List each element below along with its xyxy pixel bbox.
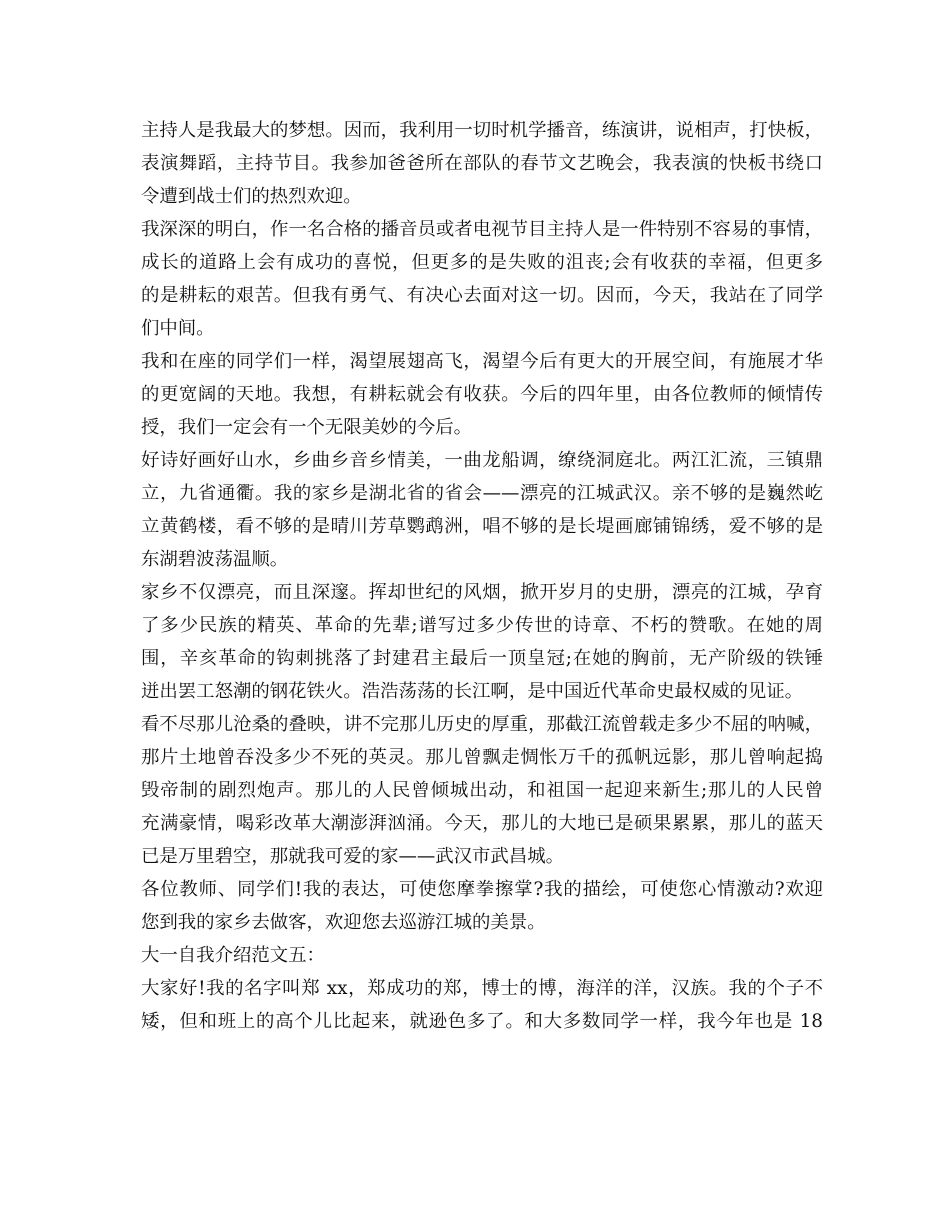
text-line: 令遭到战士们的热烈欢迎。 bbox=[141, 186, 362, 207]
text-line: 授，我们一定会有一个无限美妙的今后。 bbox=[141, 417, 473, 438]
text-line: 矮，但和班上的高个儿比起来，就逊色多了。和大多数同学一样，我今年也是 18 bbox=[141, 1011, 823, 1032]
text-line: 立，九省通衢。我的家乡是湖北省的省会——漂亮的江城武汉。亲不够的是巍然屹 bbox=[141, 483, 823, 504]
text-line: 东湖碧波荡温顺。 bbox=[141, 549, 289, 570]
text-line: 成长的道路上会有成功的喜悦，但更多的是失败的沮丧;会有收获的幸福，但更多 bbox=[141, 252, 823, 273]
text-line: 我深深的明白，作一名合格的播音员或者电视节目主持人是一件特别不容易的事情， bbox=[141, 219, 823, 240]
text-line: 们中间。 bbox=[141, 318, 215, 339]
text-line: 各位教师、同学们!我的表达，可使您摩拳擦掌?我的描绘，可使您心情激动?欢迎 bbox=[141, 879, 823, 900]
text-line: 充满豪情，喝彩改革大潮澎湃汹涌。今天，那儿的大地已是硕果累累，那儿的蓝天 bbox=[141, 813, 823, 834]
section-heading: 大一自我介绍范文五： bbox=[141, 945, 325, 966]
text-line: 主持人是我最大的梦想。因而，我利用一切时机学播音，练演讲，说相声，打快板， bbox=[141, 120, 823, 141]
text-line: 表演舞蹈，主持节目。我参加爸爸所在部队的春节文艺晚会，我表演的快板书绕口 bbox=[141, 153, 823, 174]
text-line: 您到我的家乡去做客，欢迎您去巡游江城的美景。 bbox=[141, 912, 546, 933]
text-line: 围，辛亥革命的钩刺挑落了封建君主最后一顶皇冠;在她的胸前，无产阶级的铁锤 bbox=[141, 648, 823, 669]
text-line: 立黄鹤楼，看不够的是晴川芳草鹦鹉洲，唱不够的是长堤画廊铺锦绣，爱不够的是 bbox=[141, 516, 823, 537]
text-line: 毁帝制的剧烈炮声。那儿的人民曾倾城出动，和祖国一起迎来新生;那儿的人民曾 bbox=[141, 780, 823, 801]
text-line: 已是万里碧空，那就我可爱的家——武汉市武昌城。 bbox=[141, 846, 564, 867]
text-line: 看不尽那儿沧桑的叠映，讲不完那儿历史的厚重，那截江流曾载走多少不屈的呐喊， bbox=[141, 714, 823, 735]
text-line: 那片土地曾吞没多少不死的英灵。那儿曾飘走惆怅万千的孤帆远影，那儿曾响起捣 bbox=[141, 747, 823, 768]
text-line: 好诗好画好山水，乡曲乡音乡情美，一曲龙船调，缭绕洞庭北。两江汇流，三镇鼎 bbox=[141, 450, 823, 471]
text-line: 我和在座的同学们一样，渴望展翅高飞，渴望今后有更大的开展空间，有施展才华 bbox=[141, 351, 823, 372]
text-line: 的更宽阔的天地。我想，有耕耘就会有收获。今后的四年里，由各位教师的倾情传 bbox=[141, 384, 823, 405]
text-line: 了多少民族的精英、革命的先辈;谱写过多少传世的诗章、不朽的赞歌。在她的周 bbox=[141, 615, 823, 636]
text-line: 迸出罢工怒潮的钢花铁火。浩浩荡荡的长江啊，是中国近代革命史最权威的见证。 bbox=[141, 681, 804, 702]
text-line: 家乡不仅漂亮，而且深邃。挥却世纪的风烟，掀开岁月的史册，漂亮的江城，孕育 bbox=[141, 582, 823, 603]
text-line: 大家好!我的名字叫郑 xx，郑成功的郑，博士的博，海洋的洋，汉族。我的个子不 bbox=[141, 978, 823, 999]
text-line: 的是耕耘的艰苦。但我有勇气、有决心去面对这一切。因而，今天，我站在了同学 bbox=[141, 285, 823, 306]
document-body bbox=[141, 114, 823, 1038]
